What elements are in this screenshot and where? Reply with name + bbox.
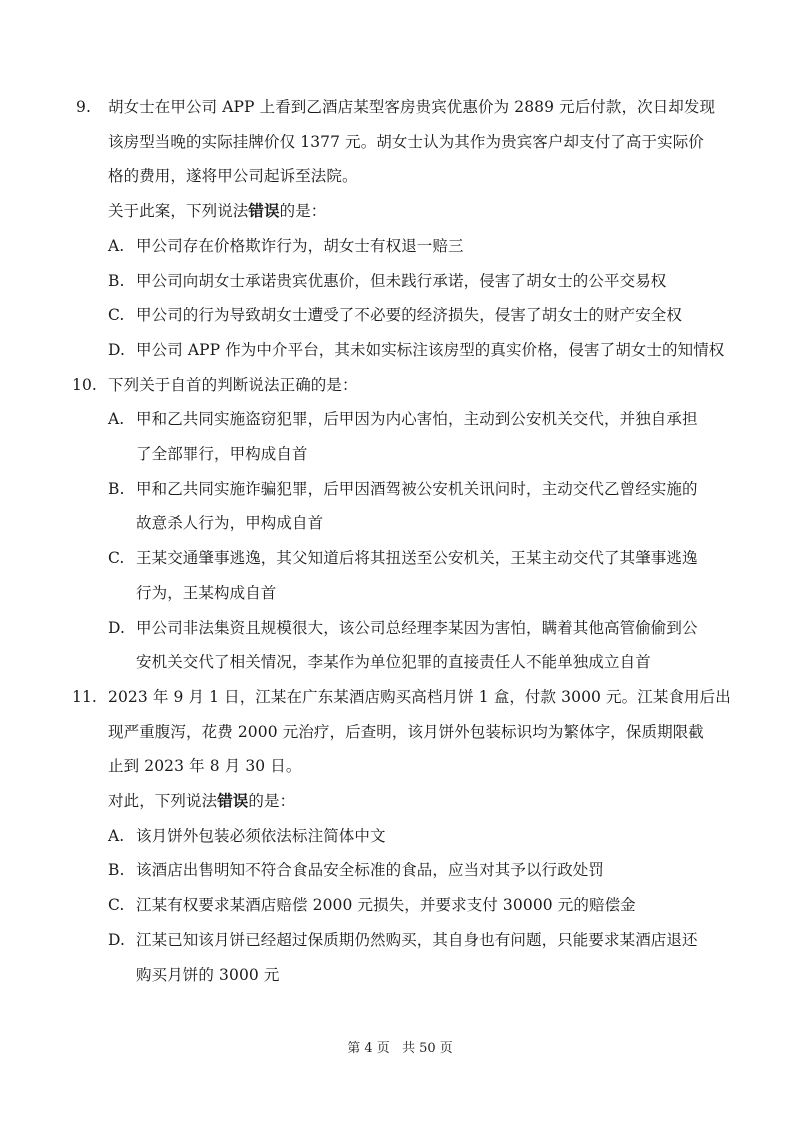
- option-d: [86, 611, 726, 680]
- option-letter: A.: [108, 236, 125, 255]
- option-line: [108, 923, 726, 958]
- option-d: [86, 923, 726, 992]
- questions-container: [72, 90, 731, 992]
- option-line: [108, 645, 726, 680]
- option-text: 甲公司存在价格欺诈行为，胡女士有权退一赔三: [136, 236, 464, 255]
- question-prompt: [86, 194, 726, 229]
- option-line: [108, 958, 726, 993]
- question-stem-line: [86, 159, 726, 194]
- option-letter: C.: [108, 896, 125, 915]
- question-stem-line: [72, 368, 726, 403]
- prompt-emphasis: 错误: [248, 201, 280, 221]
- option-letter: C.: [108, 306, 125, 325]
- question-stem-line: [72, 680, 731, 715]
- question-stem-text: 该房型当晚的实际挂牌价仅 1377 元。胡女士认为其作为贵宾客户却支付了高于实际价: [108, 132, 704, 151]
- option-text: 故意杀人行为，甲构成自首: [136, 514, 324, 533]
- option-b: [86, 472, 726, 541]
- question-number: 9.: [76, 98, 91, 116]
- option-line: [108, 437, 726, 472]
- option-text: 购买月饼的 3000 元: [136, 965, 280, 984]
- option-text: 江某有权要求某酒店赔偿 2000 元损失，并要求支付 30000 元的赔偿金: [136, 896, 636, 915]
- option-text: 甲公司的行为导致胡女士遭受了不必要的经济损失，侵害了胡女士的财产安全权: [136, 306, 683, 325]
- question-9: [76, 90, 726, 368]
- option-letter: B.: [108, 479, 125, 498]
- option-line: [108, 264, 726, 299]
- option-text: 了全部罪行，甲构成自首: [136, 445, 308, 464]
- option-letter: D.: [108, 618, 126, 637]
- question-stem-line: [86, 749, 726, 784]
- prompt-text: 对此，下列说法: [108, 792, 218, 811]
- question-stem-text: 胡女士在甲公司 APP 上看到乙酒店某型客房贵宾优惠价为 2889 元后付款，次日却发现: [108, 98, 716, 116]
- option-line: [108, 229, 726, 264]
- option-b: [86, 853, 726, 888]
- option-line: [108, 611, 726, 646]
- option-letter: B.: [108, 271, 125, 290]
- question-prompt: [86, 784, 726, 819]
- option-letter: C.: [108, 549, 125, 568]
- option-letter: B.: [108, 861, 125, 880]
- option-line: [108, 576, 726, 611]
- option-letter: D.: [108, 930, 126, 949]
- question-stem-line: [86, 125, 726, 160]
- prompt-text: 关于此案，下列说法: [108, 202, 249, 221]
- prompt-text-end: 的是：: [279, 202, 327, 221]
- question-number: 11.: [72, 687, 97, 706]
- option-letter: D.: [108, 340, 126, 359]
- question-11: [72, 680, 731, 992]
- option-line: [108, 819, 726, 854]
- option-line: [108, 541, 726, 576]
- question-stem-line: [76, 90, 726, 125]
- option-line: [108, 472, 726, 507]
- option-text: 江某已知该月饼已经超过保质期仍然购买，其自身也有问题，只能要求某酒店退还: [136, 930, 698, 949]
- page-number: 第 4 页: [347, 1041, 390, 1056]
- option-text: 甲和乙共同实施诈骗犯罪，后甲因酒驾被公安机关讯问时，主动交代乙曾经实施的: [136, 479, 698, 498]
- option-c: [86, 298, 726, 333]
- option-text: 该月饼外包装必须依法标注简体中文: [136, 826, 386, 845]
- option-a: [86, 819, 726, 854]
- prompt-emphasis: 错误: [217, 791, 249, 811]
- page-footer: [0, 1037, 800, 1056]
- question-stem-text: 下列关于自首的判断说法正确的是：: [108, 375, 358, 394]
- option-b: [86, 264, 726, 299]
- option-text: 该酒店出售明知不符合食品安全标准的食品，应当对其予以行政处罚: [136, 861, 605, 880]
- option-text: 甲和乙共同实施盗窃犯罪，后甲因为内心害怕，主动到公安机关交代，并独自承担: [136, 410, 698, 429]
- option-c: [86, 541, 726, 610]
- option-line: [108, 506, 726, 541]
- option-d: [86, 333, 726, 368]
- option-letter: A.: [108, 826, 125, 845]
- option-line: [108, 888, 726, 923]
- option-line: [108, 402, 726, 437]
- option-text: 王某交通肇事逃逸，其父知道后将其扭送至公安机关，王某主动交代了其肇事逃逸: [136, 549, 698, 568]
- question-10: [72, 368, 726, 680]
- page-total: 共 50 页: [401, 1041, 453, 1056]
- question-stem-text: 现严重腹泻，花费 2000 元治疗，后查明，该月饼外包装标识均为繁体字，保质期限截: [108, 722, 704, 741]
- option-text: 甲公司 APP 作为中介平台，其未如实标注该房型的真实价格，侵害了胡女士的知情权: [136, 340, 725, 359]
- option-line: [108, 853, 726, 888]
- prompt-text-end: 的是：: [248, 792, 296, 811]
- option-line: [108, 333, 726, 368]
- question-stem-line: [86, 715, 726, 750]
- option-line: [108, 298, 726, 333]
- option-a: [86, 402, 726, 471]
- option-a: [86, 229, 726, 264]
- option-text: 行为，王某构成自首: [136, 583, 277, 602]
- option-letter: A.: [108, 410, 125, 429]
- option-text: 安机关交代了相关情况，李某作为单位犯罪的直接责任人不能单独成立自首: [136, 653, 651, 672]
- option-c: [86, 888, 726, 923]
- question-number: 10.: [72, 375, 97, 394]
- option-text: 甲公司向胡女士承诺贵宾优惠价，但未践行承诺，侵害了胡女士的公平交易权: [136, 271, 667, 290]
- question-stem-text: 格的费用，遂将甲公司起诉至法院。: [108, 167, 358, 186]
- option-text: 甲公司非法集资且规模很大，该公司总经理李某因为害怕，瞒着其他高管偷偷到公: [136, 618, 698, 637]
- question-stem-text: 止到 2023 年 8 月 30 日。: [108, 757, 302, 776]
- question-stem-text: 2023 年 9 月 1 日，江某在广东某酒店购买高档月饼 1 盒，付款 3000 元。江某食用后出: [108, 687, 731, 706]
